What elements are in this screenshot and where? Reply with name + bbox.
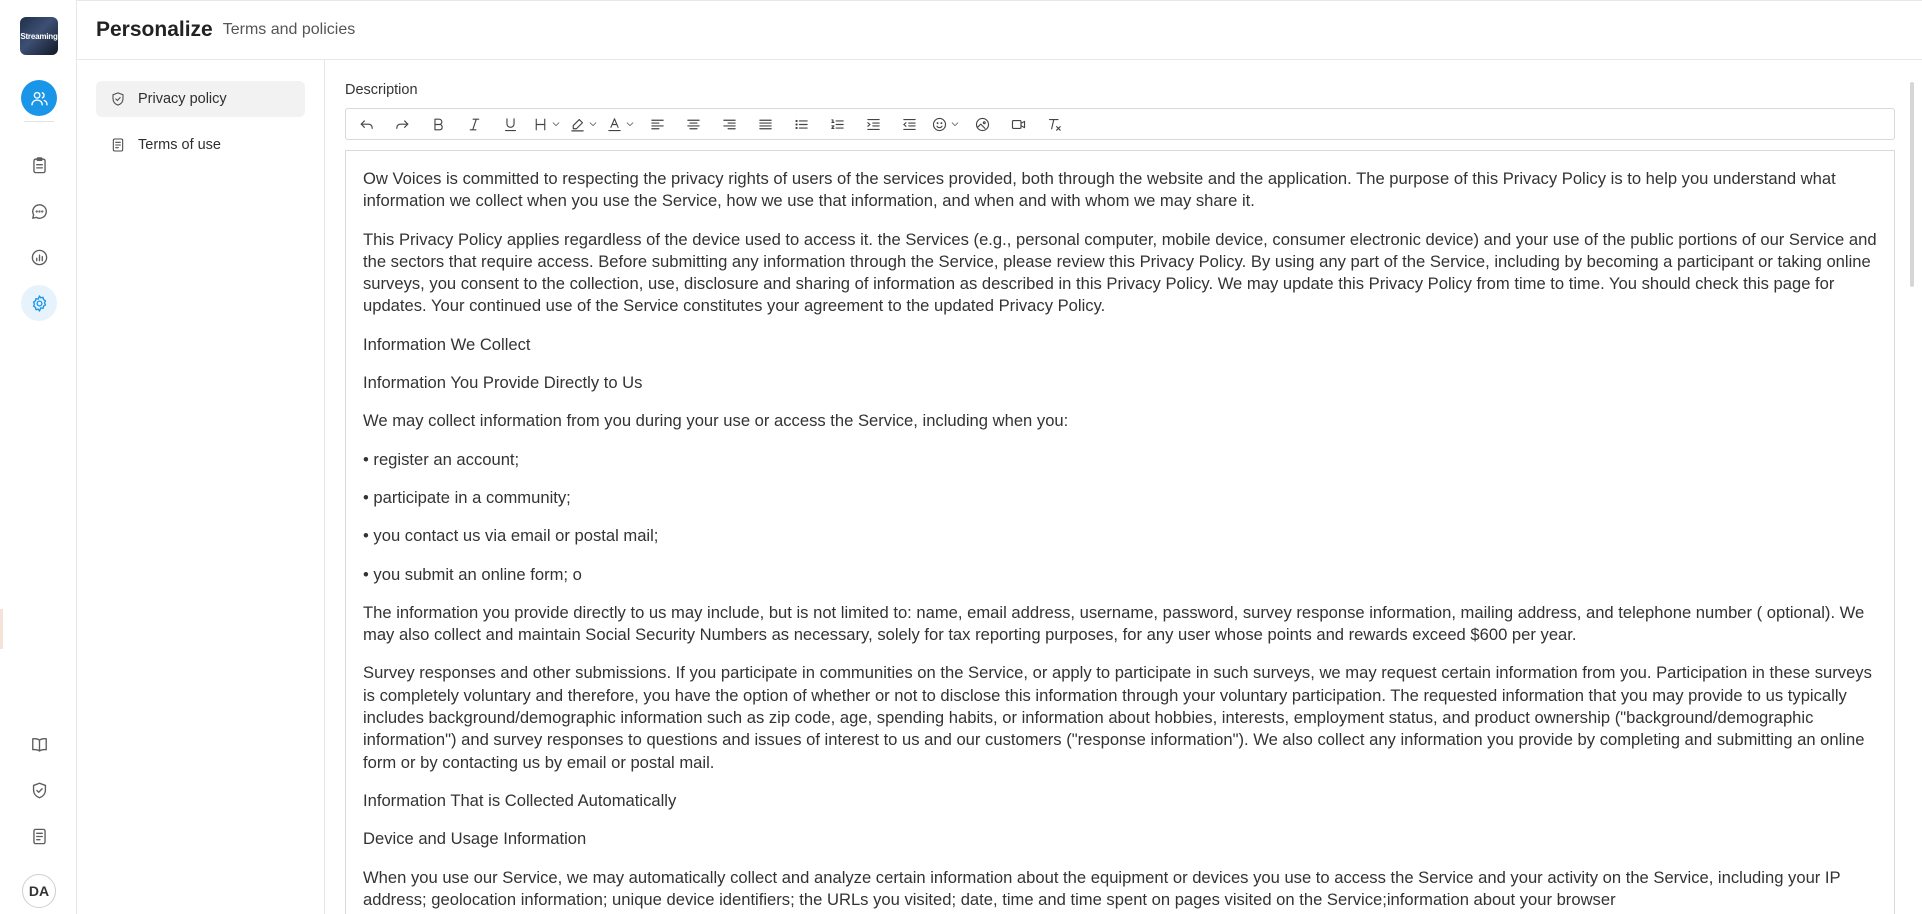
- description-editor[interactable]: [345, 150, 1895, 914]
- chart-button[interactable]: [21, 239, 57, 275]
- editor-paragraph: • you submit an online form; o: [363, 564, 582, 584]
- align-left-button[interactable]: [643, 111, 671, 137]
- rail-edge-marker: [0, 609, 3, 649]
- shield-check-icon: [110, 91, 126, 107]
- editor-paragraph: Survey responses and other submissions. If you participate in communities on the Service, or apply to participate in such surveys, we may request certain information from you. Participation in these surveys is completely voluntary and therefore, you have the option of whether or not to disclose this information through your voluntary participation. The requested information that you may provide to us typically includes background/demographic information such as zip code, age, spending habits, or information about hobbies, interests, employment status, and product ownership ("background/demographic information") and survey responses to questions and issues of interest to us and our customers ("response information"). We also collect any information you provide by completing and submitting an online form or by contacting us by email or postal mail.: [363, 663, 1872, 772]
- highlight-dropdown[interactable]: [569, 111, 598, 137]
- editor-paragraph: Ow Voices is committed to respecting the privacy rights of users of the services provided, both through the website and the application. The purpose of this Privacy Policy is to help you understand what information we collect when you use the Service, how we use that information, and when and with whom we may share it.: [363, 169, 1836, 211]
- editor-paragraph: Information We Collect: [363, 334, 531, 354]
- chevron-down-icon: [588, 119, 598, 129]
- chart-icon: [30, 248, 49, 267]
- chevron-down-icon: [950, 119, 960, 129]
- italic-icon: [466, 116, 483, 133]
- undo-icon: [358, 116, 375, 133]
- avatar-initials: DA: [28, 883, 50, 899]
- align-center-button[interactable]: [679, 111, 707, 137]
- users-button[interactable]: [21, 80, 57, 116]
- editor-paragraph: Device and Usage Information: [363, 829, 587, 849]
- editor-paragraph: Information You Provide Directly to Us: [363, 373, 643, 393]
- italic-button[interactable]: [460, 111, 488, 137]
- align-justify-button[interactable]: [751, 111, 779, 137]
- editor-toolbar: [345, 108, 1895, 140]
- chevron-down-icon: [551, 119, 561, 129]
- book-icon: [30, 735, 49, 754]
- font-color-dropdown[interactable]: [606, 111, 635, 137]
- underline-icon: [502, 116, 519, 133]
- nav-item-privacy-policy[interactable]: [96, 81, 305, 117]
- app-logo[interactable]: [20, 17, 58, 55]
- insert-video-button[interactable]: [1004, 111, 1032, 137]
- video-icon: [1010, 116, 1027, 133]
- nav-item-label: Terms of use: [138, 137, 221, 153]
- undo-button[interactable]: [352, 111, 380, 137]
- redo-button[interactable]: [388, 111, 416, 137]
- page-title: Personalize: [96, 18, 213, 41]
- heading-dropdown[interactable]: [532, 111, 561, 137]
- clear-format-button[interactable]: [1040, 111, 1068, 137]
- insert-image-button[interactable]: [968, 111, 996, 137]
- scrollbar-thumb[interactable]: [1910, 82, 1914, 287]
- chevron-down-icon: [625, 119, 635, 129]
- document-icon: [110, 137, 126, 153]
- nav-item-label: Privacy policy: [138, 91, 227, 107]
- rail-divider: [24, 121, 54, 122]
- settings-button[interactable]: [21, 285, 57, 321]
- editor-paragraph: • you contact us via email or postal mail;: [363, 526, 659, 546]
- bullet-list-button[interactable]: [787, 111, 815, 137]
- clipboard-icon: [30, 156, 49, 175]
- book-button[interactable]: [21, 726, 57, 762]
- font-color-icon: [606, 116, 623, 133]
- chat-icon: [30, 202, 49, 221]
- indent-icon: [865, 116, 882, 133]
- gear-icon: [30, 294, 49, 313]
- bold-icon: [430, 116, 447, 133]
- outdent-icon: [901, 116, 918, 133]
- align-justify-icon: [757, 116, 774, 133]
- page-header: [77, 0, 1922, 60]
- document-icon: [30, 827, 49, 846]
- editor-paragraph: This Privacy Policy applies regardless of the device used to access it. the Services (e.g., personal computer, mobile device, consumer electronic device) and your use of the public portions of our Service and the sectors that require access. Before submitting any information through the Service, please review this Privacy Policy. By using any part of the Service, including by becoming a participant or taking online surveys, you consent to the collection, use, disclosure and sharing of information as described in this Privacy Policy. We may update this Privacy Policy from time to time. You should check this page for updates. Your continued use of the Service constitutes your agreement to the updated Privacy Policy.: [363, 229, 1877, 316]
- bold-button[interactable]: [424, 111, 452, 137]
- document-button[interactable]: [21, 818, 57, 854]
- underline-button[interactable]: [496, 111, 524, 137]
- avatar[interactable]: [22, 874, 56, 908]
- left-rail: [0, 0, 77, 914]
- redo-icon: [394, 116, 411, 133]
- align-center-icon: [685, 116, 702, 133]
- numbered-list-icon: [829, 116, 846, 133]
- editor-paragraph: The information you provide directly to us may include, but is not limited to: name, email address, username, password, survey response information, mailing address, and telephone number ( optional). We may also collect and maintain Social Security Numbers as necessary, solely for tax reporting purposes, for any user whose points and rewards exceed $600 per year.: [363, 602, 1865, 645]
- description-label: Description: [345, 82, 418, 98]
- policy-nav: [77, 60, 325, 914]
- clear-format-icon: [1046, 116, 1063, 133]
- clipboard-button[interactable]: [21, 147, 57, 183]
- nav-item-terms-of-use[interactable]: [96, 127, 305, 163]
- editor-paragraph: • participate in a community;: [363, 487, 571, 507]
- heading-icon: [532, 116, 549, 133]
- editor-paragraph: • register an account;: [363, 449, 520, 469]
- outdent-button[interactable]: [895, 111, 923, 137]
- bullet-list-icon: [793, 116, 810, 133]
- emoji-icon: [931, 116, 948, 133]
- editor-paragraph: When you use our Service, we may automatically collect and analyze certain information about the equipment or devices you use to access the Service and your activity on the Service, including your IP address; geolocation information; unique device identifiers; the URLs you visited; date, time and time spent on pages visited on the Service;information about your browser: [363, 867, 1841, 909]
- indent-button[interactable]: [859, 111, 887, 137]
- align-right-button[interactable]: [715, 111, 743, 137]
- page-subtitle: Terms and policies: [222, 21, 356, 38]
- emoji-dropdown[interactable]: [931, 111, 960, 137]
- shield-button[interactable]: [21, 772, 57, 808]
- users-icon: [30, 89, 49, 108]
- numbered-list-button[interactable]: [823, 111, 851, 137]
- editor-paragraph: We may collect information from you during your use or access the Service, including when you:: [363, 411, 1069, 431]
- logo-text: Streaming: [20, 31, 58, 41]
- editor-paragraph: Information That is Collected Automatically: [363, 790, 677, 810]
- shield-check-icon: [30, 781, 49, 800]
- align-right-icon: [721, 116, 738, 133]
- image-icon: [974, 116, 991, 133]
- align-left-icon: [649, 116, 666, 133]
- chat-button[interactable]: [21, 193, 57, 229]
- highlight-icon: [569, 116, 586, 133]
